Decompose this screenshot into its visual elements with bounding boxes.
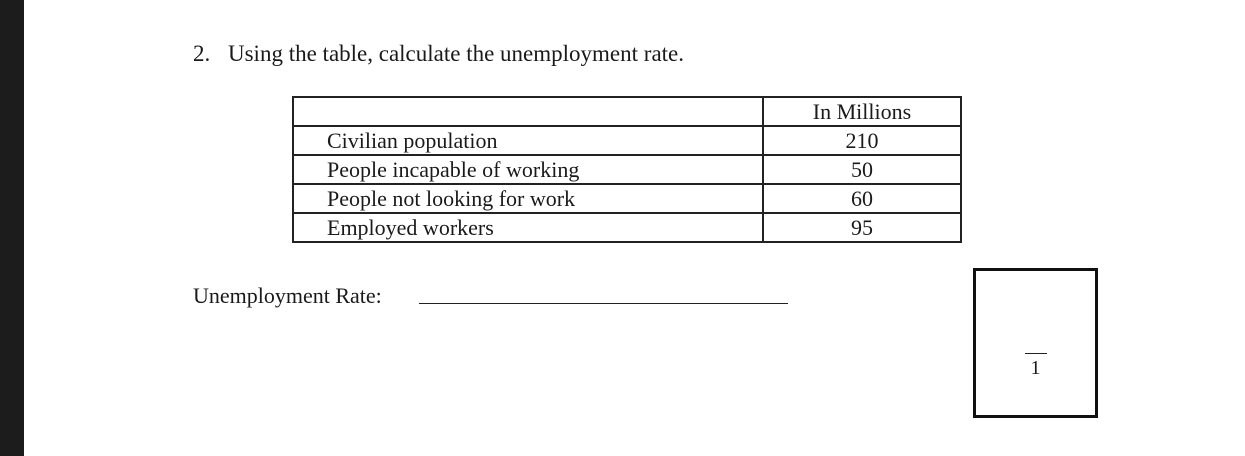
row-value: 210 bbox=[763, 126, 961, 155]
page-number-bar bbox=[1025, 353, 1047, 354]
page-indicator-box[interactable] bbox=[973, 268, 1098, 418]
question-number: 2. bbox=[193, 41, 211, 66]
table-header-row bbox=[293, 97, 961, 126]
page-number-text: 1 bbox=[1030, 357, 1041, 379]
answer-blank-line[interactable] bbox=[419, 303, 788, 304]
question-2 bbox=[193, 38, 684, 70]
page-number bbox=[976, 353, 1095, 380]
table-row bbox=[293, 126, 961, 155]
row-label: People not looking for work bbox=[293, 184, 763, 213]
row-label: Employed workers bbox=[293, 213, 763, 242]
row-value: 60 bbox=[763, 184, 961, 213]
header-value-cell: In Millions bbox=[763, 97, 961, 126]
answer-label: Unemployment Rate: bbox=[193, 283, 382, 308]
table-row bbox=[293, 184, 961, 213]
table-row bbox=[293, 213, 961, 242]
row-value: 95 bbox=[763, 213, 961, 242]
row-label: Civilian population bbox=[293, 126, 763, 155]
row-label: People incapable of working bbox=[293, 155, 763, 184]
question-text: Using the table, calculate the unemployment rate. bbox=[228, 41, 685, 66]
header-label-cell bbox=[293, 97, 763, 126]
row-value: 50 bbox=[763, 155, 961, 184]
left-edge-bar bbox=[0, 0, 24, 456]
data-table bbox=[292, 96, 962, 243]
table-row bbox=[293, 155, 961, 184]
